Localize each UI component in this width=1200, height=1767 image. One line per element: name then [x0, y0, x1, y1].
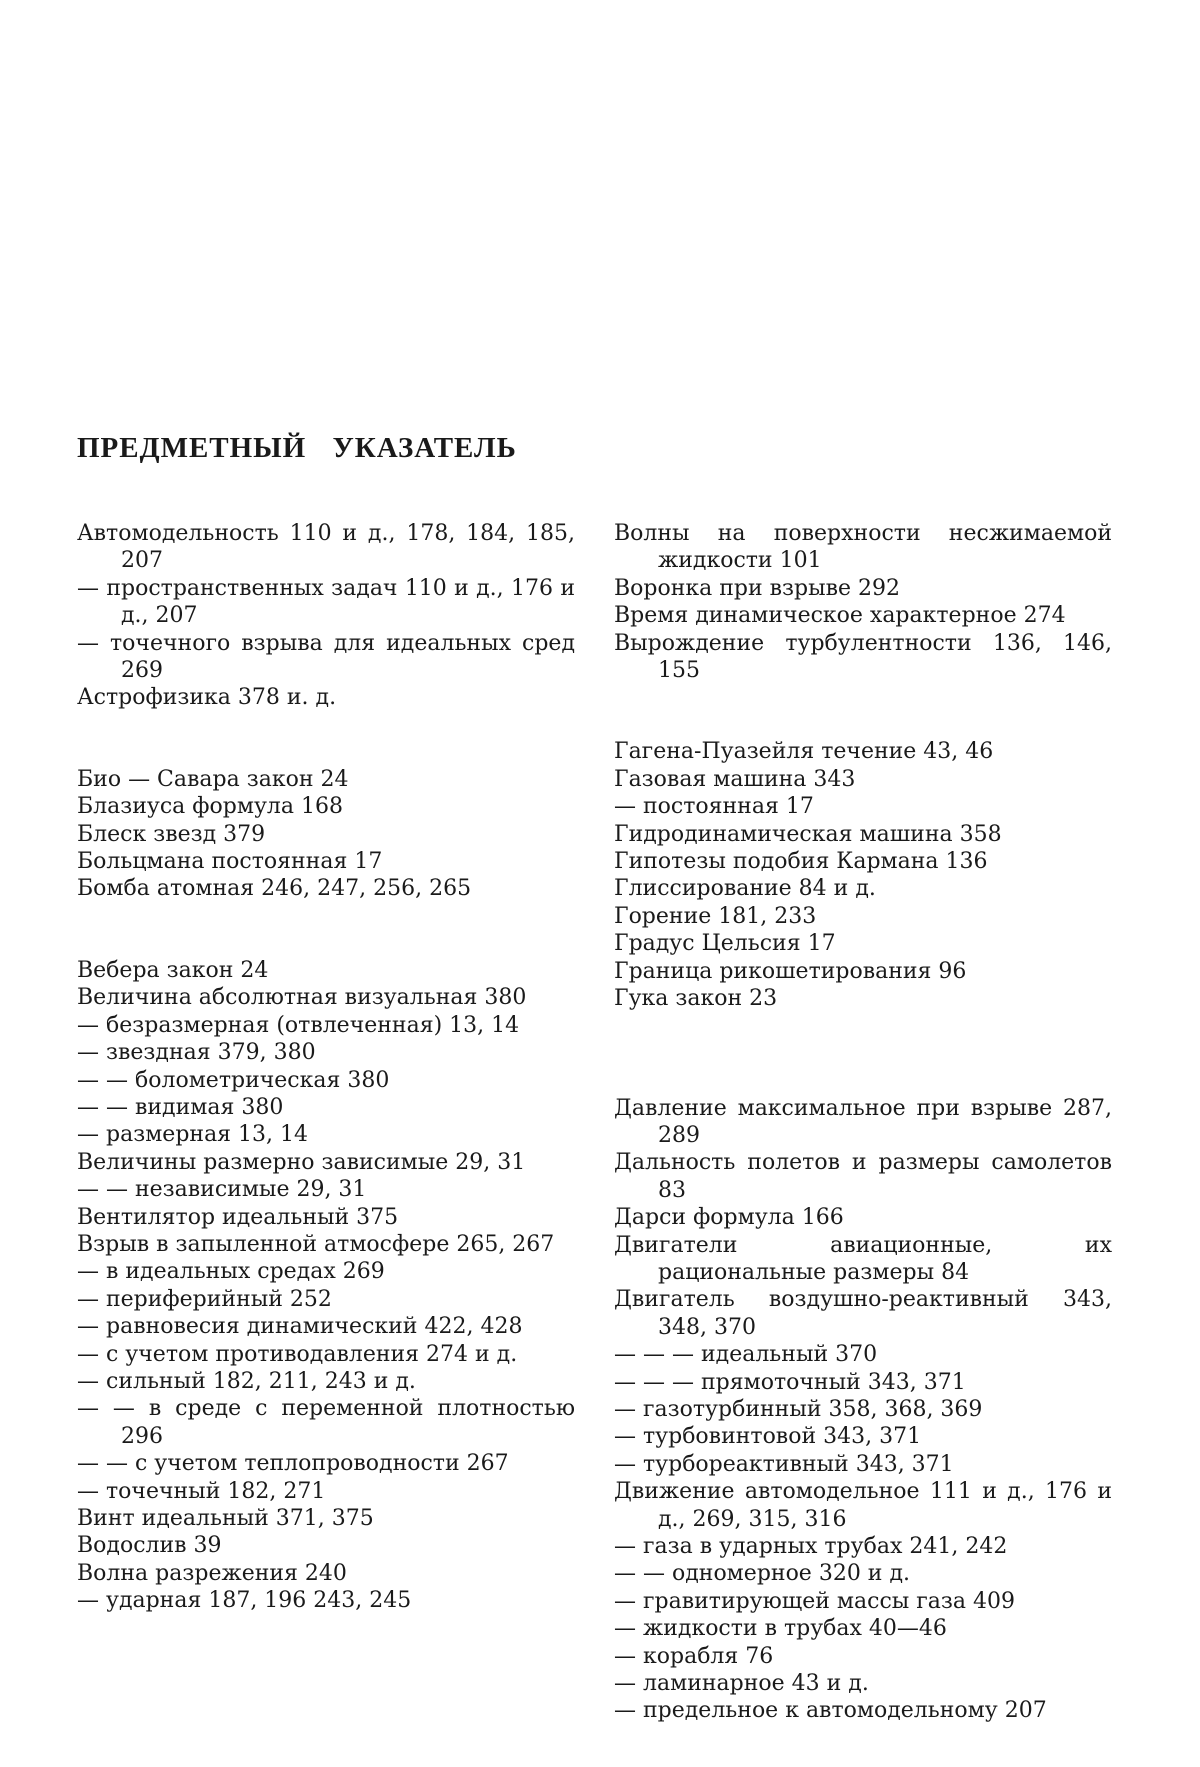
index-entry: Винт идеальный 371, 375 — [77, 1506, 374, 1531]
index-entry: Величины размерно зависимые 29, 31 — [77, 1149, 526, 1175]
index-entry: — постоянная 17 — [614, 794, 814, 820]
index-entry: — предельное к автомодельному 207 — [614, 1698, 1047, 1724]
index-entry: — жидкости в трубах 40—46 — [614, 1616, 947, 1642]
index-entry: Взрыв в запыленной атмосфере 265, 267 — [77, 1231, 555, 1257]
index-entry: Дарси формула 166 — [614, 1205, 844, 1231]
index-entry: Граница рикошетирования 96 — [614, 958, 967, 984]
index-entry: — турбореактивный 343, 371 — [614, 1451, 954, 1477]
index-entry: Величина абсолютная визуальная 380 — [77, 985, 527, 1011]
index-entry: Автомодельность 110 и д., 178, 184, 185, 207 — [77, 521, 575, 574]
index-entry: — — — идеальный 370 — [614, 1342, 878, 1368]
index-group-g — [614, 738, 1112, 1012]
index-entry: — ударная 187, 196 243, 245 — [77, 1588, 412, 1614]
index-entry: Вырождение турбулентности 136, 146, 155 — [614, 630, 1112, 684]
index-entry: — — видимая 380 — [77, 1094, 284, 1120]
index-entry: Вентилятор идеальный 375 — [77, 1204, 399, 1230]
group-spacer — [614, 684, 1112, 738]
index-entry: Гипотезы подобия Кармана 136 — [614, 849, 988, 875]
index-entry: Блазиуса формула 168 — [77, 794, 343, 820]
index-entry: — гравитирующей массы газа 409 — [614, 1588, 1016, 1614]
index-entry: — безразмерная (отвлеченная) 13, 14 — [77, 1012, 520, 1038]
index-group-d — [614, 1095, 1112, 1725]
page-title: ПРЕДМЕТНЫЙ УКАЗАТЕЛЬ — [77, 432, 517, 464]
left-column — [77, 520, 575, 1615]
index-entry: Астрофизика 378 и. д. — [77, 685, 337, 711]
index-entry: — звездная 379, 380 — [77, 1040, 316, 1066]
index-entry: — размерная 13, 14 — [77, 1122, 309, 1148]
index-entry: Бомба атомная 246, 247, 256, 265 — [77, 876, 472, 902]
index-entry: — равновесия динамический 422, 428 — [77, 1314, 523, 1340]
index-entry: Горение 181, 233 — [614, 903, 817, 929]
index-entry: Глиссирование 84 и д. — [614, 876, 876, 902]
index-entry: Гидродинамическая машина 358 — [614, 821, 1002, 847]
index-entry: — — — прямоточный 343, 371 — [614, 1369, 966, 1395]
index-entry: — точечный 182, 271 — [77, 1478, 326, 1504]
index-entry: Дальность полетов и размеры самолетов 83 — [614, 1150, 1112, 1203]
index-entry: Вебера закон 24 — [77, 957, 269, 983]
right-column — [614, 520, 1112, 1725]
index-entry: — с учетом противодавления 274 и д. — [77, 1341, 518, 1367]
index-entry: Гагена-Пуазейля течение 43, 46 — [614, 739, 994, 765]
index-entry: Давление максимальное при взрыве 287, 289 — [614, 1095, 1112, 1148]
group-spacer — [77, 903, 575, 957]
index-entry: — сильный 182, 211, 243 и д. — [77, 1368, 416, 1394]
index-entry: Волны на поверхности несжимаемой жидкости 101 — [614, 521, 1112, 574]
index-entry: Гука закон 23 — [614, 986, 778, 1012]
index-entry: Газовая машина 343 — [614, 766, 856, 792]
index-entry: Волна разрежения 240 — [77, 1560, 347, 1586]
index-entry: — — одномерное 320 и д. — [614, 1561, 911, 1587]
index-group-a — [77, 520, 575, 712]
index-entry: — турбовинтовой 343, 371 — [614, 1424, 922, 1450]
index-entry: Водослив 39 — [77, 1533, 222, 1559]
index-entry: Время динамическое характерное 274 — [614, 603, 1066, 629]
index-entry: Градус Цельсия 17 — [614, 931, 836, 957]
index-group-v-continued — [614, 520, 1112, 684]
index-entry: — газотурбинный 358, 368, 369 — [614, 1396, 983, 1422]
index-entry: — — в среде с переменной плотностью 296 — [77, 1396, 575, 1449]
index-group-b — [77, 766, 575, 903]
index-entry: Движение автомодельное 111 и д., 176 и д., 269, 315, 316 — [614, 1479, 1112, 1532]
index-entry: — периферийный 252 — [77, 1286, 332, 1312]
index-entry: — корабля 76 — [614, 1643, 774, 1669]
index-entry: Био — Савара закон 24 — [77, 766, 349, 792]
index-entry: Воронка при взрыве 292 — [614, 575, 901, 601]
index-entry: — пространственных задач 110 и д., 176 и д., 207 — [77, 575, 575, 629]
index-entry: — точечного взрыва для идеальных сред 269 — [77, 630, 575, 684]
index-entry: — в идеальных средах 269 — [77, 1259, 385, 1285]
index-entry: — ламинарное 43 и д. — [614, 1671, 869, 1697]
index-entry: — — с учетом теплопроводности 267 — [77, 1451, 509, 1477]
index-entry: — — болометрическая 380 — [77, 1067, 390, 1093]
group-spacer — [77, 712, 575, 766]
index-entry: — газа в ударных трубах 241, 242 — [614, 1534, 1008, 1559]
index-group-v — [77, 957, 575, 1615]
index-entry: — — независимые 29, 31 — [77, 1177, 367, 1203]
index-entry: Двигатели авиационные, их рациональные размеры 84 — [614, 1232, 1112, 1285]
index-entry: Двигатель воздушно-реактивный 343, 348, 370 — [614, 1287, 1112, 1340]
index-entry: Блеск звезд 379 — [77, 821, 266, 847]
index-entry: Больцмана постоянная 17 — [77, 849, 383, 875]
group-spacer — [614, 1013, 1112, 1095]
